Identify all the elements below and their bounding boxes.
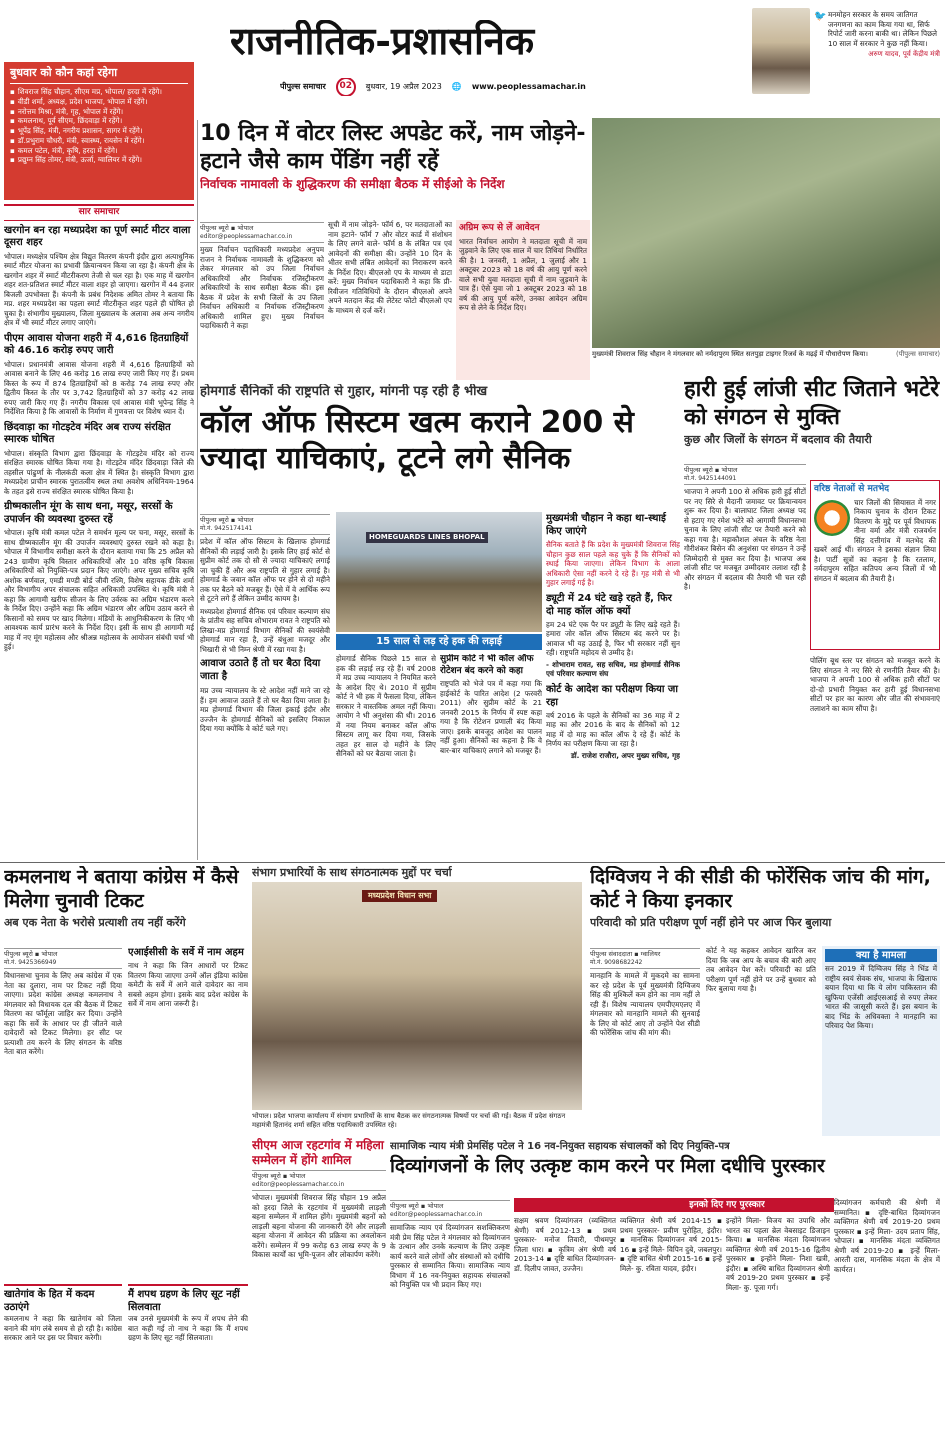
cm-photo-caption	[592, 350, 940, 372]
who-where-item	[10, 97, 188, 107]
who-where-text: भूपेंद्र सिंह, मंत्री, नगरीय प्रशासन, सागर में रहेंगे।	[17, 126, 143, 136]
rahatgarh-headline: सीएम आज रहटगांव में महिला सम्मेलन में होंगे शामिल	[252, 1138, 384, 1167]
who-where-title: बुधवार को कौन कहां रहेगा	[10, 66, 188, 84]
saar-item	[4, 225, 194, 328]
homeguard-sign: HOMEGUARDS LINES BHOPAL	[366, 532, 488, 543]
meeting-caption: भोपाल। प्रदेश भाजपा कार्यालय में संभाग प्रभारियों के साथ बैठक कर संगठनात्मक विषयों पर चर्चा की गई। बैठक में प्रदेश संगठन महामंत्री हितानंद शर्मा सहित वरिष्ठ पदाधिकारी उपस्थित रहे।	[252, 1112, 566, 1129]
lanji-box-head: वरिष्ठ नेताओं से मतभेद	[814, 484, 890, 494]
saar-item-body: भोपाल। कृषि मंत्री कमल पटेल ने समर्थन मूल्य पर चना, मसूर, सरसों के साथ ग्रीष्मकालीन मूंग की उपार्जन व्यवस्थाएं दुरुस्त रखने को कहा है। भोपाल में विभागीय समीक्षा करने के दौरान बताया गया कि 25 अप्रैल को 243 ग्रामीण कृषि विस्तार अधिकारियों और 10 वरिष्ठ कृषि विकास अधिकारियों को नियुक्ति-पत्र प्रदान किए जाएंगे। अपर मुख्य सचिव कृषि अशोक बर्णवाल, एमडी मण्डी बोर्ड जीवी रश्मि, विशेष सहायक डीके शर्मा और विभागीय अपर संचालक सहित अधिकारी उपस्थित थे। कृषि मंत्री ने कहा कि आगामी खरीफ सीजन के लिए उर्वरक का अग्रिम भंडारण करने के निर्देश दिए। उन्होंने कहा कि अग्रिम भंडारण और अग्रिम उठाव करने से किसानों को समय पर खाद मिलेगा। मंडियों के आधुनिकीकरण के लिए भी आवश्यक कार्य प्रारंभ करने के निर्देश दिए। इसी के साथ ही आगामी मई माह में नए मूंग महोत्सव और श्रीअन्न महोत्सव के आयोजन संबंधी चर्चा भी हुई।	[4, 528, 194, 652]
award-list-d: दिव्यांगजन कर्मचारी की श्रेणी में सम्मानित। ▪ दृष्टि-बाधित दिव्यांगजन व्यक्तिगत श्रेणी वर्ष 2019-20 प्रथम पुरस्कार ▪ इन्हें मिला- उदय प्रताप सिंह, भोपाल। ▪ मानसिक मंदता व्यक्तिगत श्रेणी वर्ष 2019-20 ▪ इन्हें मिला- आरती दास, मानसिक मंदता के क्षेत्र में कार्यरत।	[834, 1198, 940, 1442]
duty-sign: - शोभाराम रावत, सह सचिव, मप्र होमगार्ड सैनिक एवं परिवार कल्याण संघ	[546, 659, 680, 678]
meeting-photo	[252, 882, 582, 1110]
bullet-icon: ▪	[10, 145, 15, 155]
meeting-kicker: संभाग प्रभारियों के साथ संगठनात्मक मुद्दों पर चर्चा	[252, 866, 452, 879]
masthead-strip	[280, 78, 740, 96]
bullet-icon: ▪	[10, 116, 15, 126]
saar-item	[4, 422, 194, 497]
suit-body: जब उनसे मुख्यमंत्री के रूप में शपथ लेने की बात कही गई तो नाथ ने कहा कि मैं शपथ ग्रहण के लिए सूट नहीं सिलवाता।	[128, 1314, 248, 1342]
digvijay-body-1: मानहानि के मामले में मुकदमे का सामना कर रहे प्रदेश के पूर्व मुख्यमंत्री दिग्विजय सिंह की मुश्किलें कम होने का नाम नहीं ले रही हैं। विशेष न्यायालय एमपीएमएलए में मंगलवार को मानहानि मामले की सुनवाई के लिए वो कोर्ट आए तो उन्होंने पेश सीडी की फोरेंसिक जांच की मांग की।	[590, 971, 700, 1038]
duty-head: ड्यूटी में 24 घंटे खड़े रहते हैं, फिर दो माह कॉल ऑफ क्यों	[546, 592, 672, 617]
kamalnath-headline: कमलनाथ ने बताया कांग्रेस में कैसे मिलेगा चुनावी टिकट	[4, 866, 239, 912]
suit-box	[128, 1284, 248, 1440]
award-list-a: सक्षम श्रवण दिव्यांगजन (व्यक्तिगत श्रेणी) वर्ष 2012-13 ▪ प्रथम पुरस्कार- मनोज तिवारी, पीथमपुर जिला धार। ▪ कृत्रिम अंग श्रेणी वर्ष 2013-14 ▪ दृष्टि बाधित दिव्यांगजन- डॉ. दिलीप जावत, उज्जैन।	[514, 1216, 616, 1273]
homeguard-story	[200, 384, 680, 860]
award-list-b: व्यक्तिगत श्रेणी वर्ष 2014-15 ▪ प्रथम पुरस्कार- प्रवीण पुरोहित, इंदौर। ▪ मानसिक दिव्यांगजन वर्ष 2015-16 ▪ इन्हें मिले- विपिन दुबे, जबलपुर। ▪ दृष्टि बाधित श्रेणी 2015-16 ▪ इन्हें मिले- कु. रविता यादव, इंदौर।	[620, 1216, 722, 1273]
saar-item-head: खरगोन बन रहा मध्यप्रदेश का पूर्ण स्मार्ट मीटर वाला दूसरा शहर	[4, 224, 191, 249]
who-where-text: कमल पटेल, मंत्री, कृषि, हरदा में रहेंगे।	[17, 145, 118, 155]
award-headline: दिव्यांगजनों के लिए उत्कृष्ट काम करने पर मिला दधीचि पुरस्कार	[390, 1155, 825, 1177]
court-body: वर्ष 2016 के पहले के सैनिकों का 36 माह में 2 माह का और 2016 के बाद के सैनिकों को 12 माह में दो माह का कॉल ऑफ दे रहे हैं। कोर्ट के निर्णय का परीक्षण किया जा रहा है।	[546, 710, 680, 748]
bullet-icon: ▪	[10, 106, 15, 116]
award-body: सामाजिक न्याय एवं दिव्यांगजन सशक्तिकरण मंत्री प्रेम सिंह पटेल ने मंगलवार को दिव्यांगजन के उत्थान और उनके कल्याण के लिए उत्कृष्ट कार्य करने वाले लोगों और संस्थाओं को दधीचि पुरस्कार से सम्मानित किया। सामाजिक न्याय विभाग में 16 नव-नियुक्त सहायक संचालकों को नियुक्ति पत्र भी प्रदान किए गए।	[390, 1223, 510, 1290]
kamalnath-body-1: विधानसभा चुनाव के लिए अब कांग्रेस में एक नेता का दुलारा, नाम पर टिकट नहीं दिया जाएगा। प्रदेश कांग्रेस अध्यक्ष कमलनाथ ने मंगलवार को विधायक दल की बैठक में टिकट वितरण का फॉर्मूला जाहिर कर दिया। उन्होंने कहा कि सर्वे के आधार पर ही जीतने वाले दावेदारों को टिकट मिलेगा। हर सीट पर प्रत्याशी तय करने के लिए संगठन के वरिष्ठ नेता बात करेंगे।	[4, 971, 122, 1057]
kamalnath-body-2: नाथ ने कहा कि जिन आधारों पर टिकट वितरण किया जाएगा उनमें ऑल इंडिया कांग्रेस कमेटी के सर्वे में आने वाले दावेदार का नाम सबसे अहम होगा। इसके बाद प्रदेश कांग्रेस के सर्वे में नाम आना जरूरी है।	[128, 961, 248, 1008]
lanji-byline: पीपुल्स ब्यूरो ▪ भोपाल	[684, 466, 738, 474]
voter-box	[456, 220, 590, 380]
who-where-text: वीडी शर्मा, अध्यक्ष, प्रदेश भाजपा, भोपाल में रहेंगे।	[17, 97, 148, 107]
award-kicker: सामाजिक न्याय मंत्री प्रेमसिंह पटेल ने 16 नव-नियुक्त सहायक संचालकों को दिए नियुक्ति-पत्र	[390, 1141, 730, 1152]
who-where-item	[10, 87, 188, 97]
rahatgarh-story	[252, 1138, 386, 1440]
saar-list	[4, 225, 194, 652]
saar-item	[4, 333, 194, 417]
homeguard-col-a: होमगार्ड सैनिक पिछले 15 साल से हक की लड़ाई लड़ रहे हैं। वर्ष 2008 में मप्र उच्च न्यायालय ने नियमित करने के आदेश दिए थे। 2010 में सुप्रीम कोर्ट ने भी हक में फैसला दिया, लेकिन सरकार ने वास्तविक अमल नहीं किया। आयोग ने भी अनुशंसा की थी। 2016 में नया नियम बनाकर कॉल ऑफ सिस्टम लागू कर दिया गया, जिसके तहत हर साल दो महीने के लिए सैनिकों को घर बैठाया जाता है।	[336, 654, 436, 758]
award-list-title: इनको दिए गए पुरस्कार	[514, 1198, 940, 1212]
cm-promise-body: सैनिक बताते हैं कि प्रदेश के मुख्यमंत्री शिवराज सिंह चौहान कुछ साल पहले कह चुके हैं कि सैनिकों को स्थाई किया जाएगा। लेकिन विभाग के आला अधिकारी ऐसा नहीं करने दे रहे हैं। गृह मंत्री से भी गुहार लगाई गई है।	[546, 540, 680, 587]
voter-email: editor@peoplessamachar.co.in	[200, 233, 293, 241]
voter-body-2: सूची में नाम जोड़ने- फॉर्म 6, पर मतदाताओं का नाम हटाने- फॉर्म 7 और वोटर कार्ड में संशोधन के लिए लगने वाले- फॉर्म 8 के लंबित पत्र एवं आवेदनों की समीक्षा की। उन्होंने 10 दिन के भीतर सभी लंबित आवेदनों का निराकरण करने के निर्देश दिए। बीएलओ एप के माध्यम से डाटा करें: मुख्य निर्वाचन पदाधिकारी ने कहा कि प्री-रिवीजन गतिविधियों के दौरान बीएलओ अपने अपने मतदान केंद्र की लेटेस्ट फोटो बीएलओ एप के माध्यम से दर्ज करें।	[328, 220, 452, 315]
homeguard-sub-2: आवाज उठाते हैं तो घर बैठा दिया जाता है	[200, 658, 321, 683]
rahatgarh-byline: पीपुल्स ब्यूरो ▪ भोपाल	[252, 1172, 306, 1180]
lanji-subhead: कुछ और जिलों के संगठन में बदलाव की तैयारी	[684, 433, 872, 446]
saar-item-body: भोपाल। मध्यक्षेत्र पश्चिम क्षेत्र विद्युत वितरण कंपनी इंदौर द्वारा अत्याधुनिक स्मार्ट मीटर योजना का प्रभावी क्रियान्वयन किया जा रहा है। कंपनी क्षेत्र के खरगोन शहर में स्मार्ट मीटरीकरण तेजी से चल रहा है। एक माह में खरगोन शहर शत-प्रतिशत स्मार्ट मीटर वाला शहर हो जाएगा। खरगोन में 44 हजार बिजली उपभोक्ता हैं। कंपनी के प्रबंध निदेशक अमित तोमर ने बताया कि मप्र. शहर मध्यप्रदेश का पहला स्मार्ट मीटरीकृत शहर पहले ही घोषित हो चुका है। संभागीय मुख्यालय, जिला मुख्यालय के अलावा अब अन्य नगरीय क्षेत्र में भी स्मार्ट मीटर लगाए जाएंगे।	[4, 251, 194, 328]
digvijay-body-2: कोर्ट ने यह कहकर आवेदन खारिज कर दिया कि जब आप के बचाव की बारी आए तब आवेदन पेश करें। परिवादी का प्रति परीक्षण पूर्ण नहीं होने पर उन्हें बुधवार को फिर बुलाया गया है।	[706, 946, 816, 993]
bullet-icon: ▪	[10, 155, 15, 165]
who-where-text: डॉ.प्रभुराम चौधरी, मंत्री, स्वास्थ्य, रायसेन में रहेंगे।	[17, 135, 145, 145]
cm-promise-head: मुख्यमंत्री चौहान ने कहा था-स्थाई किए जाएंगे	[546, 513, 666, 537]
bullet-icon: ▪	[10, 87, 15, 97]
bjp-logo	[814, 500, 850, 536]
tweet-author: अरुण यादव, पूर्व केंद्रीय मंत्री	[868, 50, 940, 58]
voter-box-head: अग्रिम रूप से लें आवेदन	[459, 223, 540, 233]
bullet-icon: ▪	[10, 126, 15, 136]
homeguard-kicker: होमगार्ड सैनिकों की राष्ट्रपति से गुहार, मांगनी पड़ रही है भीख	[200, 384, 488, 399]
homeguard-lines-photo	[336, 512, 542, 632]
lanji-body-2: पोलिंग बूथ स्तर पर संगठन को मजबूत करने के लिए संगठन ने नए सिरे से रणनीति तैयार की है। भाजपा ने अपनी 100 से अधिक हारी सीटों पर दो-दो प्रभारी नियुक्त कर हारी हुई विधानसभा सीटों पर हार का कारण और जीत की संभावनाएं तलाशने का काम सौंपा है।	[810, 656, 940, 713]
tweet-box	[814, 10, 940, 98]
saar-item-head: पीएम आवास योजना शहरी में 4,616 हितग्राहियों को 46.16 करोड़ रुपए जारी	[4, 332, 189, 357]
aicc-survey-head: एआईसीसी के सर्वे में नाम अहम	[128, 947, 244, 958]
brand-name: पीपुल्स समाचार	[280, 81, 326, 91]
homeguard-col-b-head: सुप्रीम कोर्ट ने भी कॉल ऑफ रोटेशन बंद करने को कहा	[440, 654, 534, 676]
lanji-body-1: भाजपा ने अपनी 100 से अधिक हारी हुई सीटों पर नए सिरे से मैदानी जमावट पर क्रियान्वयन शुरू कर दिया है। बालाघाट जिला अध्यक्ष पद से हटाए गए रमेश भटेरे को आगामी विधानसभा चुनाव के लिए लांजी सीट पर तैयारी करने को कहा गया है। महाकौशल अंचल के वरिष्ठ नेता गौरीशंकर बिसेन की अनुशंसा पर संगठन ने उन्हें जिम्मेदारी से मुक्त कर दिया है। भाजपा अब लांजी सीट पर मजबूत उम्मीदवार तलाश रही है और संगठन में बदलाव की तैयारी भी चल रही है।	[684, 487, 806, 592]
saar-item-body: भोपाल। प्रधानमंत्री आवास योजना शहरी में 4,616 हितग्राहियों को आवास बनाने के लिए 46 करोड़ 16 लाख रुपए जारी किए गए हैं। प्रथम किस्त के रूप में 874 हितग्राहियों को 8 करोड़ 74 लाख रुपए और द्वितीय किस्त के तौर पर 3,742 हितग्राहियों को 37 करोड़ 42 लाख रुपए जारी किए गए हैं। नगरीय विकास एवं आवास मंत्री भूपेन्द्र सिंह ने निर्देशित किया है कि आवासों के निर्माण में गुणवत्ता पर विशेष ध्यान दें।	[4, 359, 194, 417]
award-byline: पीपुल्स ब्यूरो ▪ भोपाल	[390, 1202, 444, 1210]
homeguard-body-3: मप्र उच्च न्यायालय के स्टे आदेश नहीं माने जा रहे हैं। हम आवाज उठाते हैं तो घर बैठा दिया जाता है। मप्र होमगार्ड विभाग की जिला इकाई इंदौर और उज्जैन के होमगार्ड सैनिकों को इसलिए निकाल दिया गया क्योंकि वे कोर्ट चले गए।	[200, 686, 330, 734]
meeting-banner: मध्यप्रदेश विधान सभा	[362, 890, 437, 902]
who-where-box	[4, 62, 194, 200]
digvijay-story	[590, 866, 940, 1136]
digvijay-box-body: सन 2019 में दिग्विजय सिंह ने भिंड में राष्ट्रीय स्वयं सेवक संघ, भाजपा के खिलाफ बयान दिया था कि ये लोग पाकिस्तान की खुफिया एजेंसी आईएसआई से रुपए लेकर भारत की जासूसी करते हैं। इस बयान के बाद भिंड के अधिवक्ता ने मानहानि का परिवाद पेश किया।	[825, 964, 937, 1030]
homeguard-body-2: मध्यप्रदेश होमगार्ड सैनिक एवं परिवार कल्याण संघ के प्रांतीय सह सचिव शोभाराम रावत ने राष्ट्रपति को लिखा-मप्र होमगार्ड विभाग सैनिकों की स्वयंसेवी होमगार्ड मान रहा है, उन्हें बंधुआ मजदूर और भिखारी से भी निम्न श्रेणी में रखा गया है।	[200, 606, 330, 654]
digvijay-mobile: मो.नं. 9098682242	[590, 959, 643, 967]
lanji-box	[810, 480, 940, 650]
lanji-box-body: चार जिलों की सियासत में नगर निकाय चुनाव के दौरान टिकट वितरण के मुद्दे पर पूर्व विधायक नीना वर्मा और मंत्री राजवर्धन सिंह दत्तीगांव में मतभेद की खबरें आई थीं। संगठन ने इसका संज्ञान लिया है। पार्टी सूत्रों का कहना है कि रतलाम, नर्मदापुरम सहित कतिपय अन्य जिलों में भी संगठन में बदलाव की तैयारी है।	[814, 497, 936, 583]
kamalnath-mobile: मो.नं. 9425366949	[4, 959, 57, 967]
cm-plantation-photo	[592, 118, 940, 348]
voter-body-1: मुख्य निर्वाचन पदाधिकारी मध्यप्रदेश अनुपम राजन ने निर्वाचक नामावली के शुद्धिकरण को लेकर मंगलवार को उप जिला निर्वाचन अधिकारियों और निर्वाचक रजिस्ट्रीकरण अधिकारियों के साथ समीक्षा बैठक की। इस बैठक में प्रदेश के सभी जिलों के उप जिला निर्वाचन अधिकारी व निर्वाचक रजिस्ट्रीकरण अधिकारी शामिल हुए। मुख्य निर्वाचन पदाधिकारी ने कहा	[200, 245, 324, 331]
who-where-item	[10, 136, 188, 146]
award-list-c: इन्होंने मिला- विजय का उपाधि और भारत का पहला ब्रेल वेबसाइट डिजाइन किया। ▪ मानसिक मंदता दिव्यांगजन व्यक्तिगत श्रेणी वर्ष 2015-16 द्वितीय पुरस्कार ▪ इन्होंने मिला- निशा खत्री, इंदौर। ▪ अस्थि बाधित दिव्यांगजन श्रेणी वर्ष 2019-20 प्रथम पुरस्कार ▪ इन्हें मिला- कु. पूजा गर्ग।	[726, 1216, 830, 1292]
who-where-item	[10, 146, 188, 156]
court-sign: डॉ. राजेश राजौरा, अपर मुख्य सचिव, गृह	[570, 750, 680, 760]
homeguard-body-1: प्रदेश में कॉल ऑफ सिस्टम के खिलाफ होमगार्ड सैनिकों की लड़ाई जारी है। इसके लिए हाई कोर्ट से सुप्रीम कोर्ट तक दो सौ से ज्यादा याचिकाएं लगाई जा चुकी हैं और अब राष्ट्रपति से गुहार लगाई है। होमगार्ड के जवान कॉल ऑफ पर होने से दो महीने तक घर बैठने को मजबूर हैं। ऐसे में वे आर्थिक रूप से टूटने लगे हैं लेकिन उम्मीद कायम है।	[200, 537, 330, 604]
homeguard-col-b: राष्ट्रपति को भेजे पत्र में कहा गया कि हाईकोर्ट के पारित आदेश (2 फरवरी 2011) और सुप्रीम कोर्ट के 21 जनवरी 2015 के निर्णय में स्पष्ट कहा गया है कि रोटेशन प्रणाली बंद किया जाए। इसके बावजूद आदेश का पालन नहीं हुआ। सैनिकों का कहना है कि वे बार-बार याचिकाएं लगाने को मजबूर हैं।	[440, 679, 542, 755]
bullet-icon: ▪	[10, 97, 15, 107]
who-where-item	[10, 107, 188, 117]
saar-item-head: छिंदवाड़ा का गोटइटेव मंदिर अब राज्य संरक्षित स्मारक घोषित	[4, 421, 171, 446]
voter-headline: 10 दिन में वोटर लिस्ट अपडेट करें, नाम जोड़ने-हटाने जैसे काम पेंडिंग नहीं रहें	[200, 121, 586, 174]
homeguard-banner: 15 साल से लड़ रहे हक की लड़ाई	[336, 634, 542, 650]
bullet-icon: ▪	[10, 135, 15, 145]
homeguard-byline: पीपुल्स ब्यूरो ▪ भोपाल	[200, 516, 254, 524]
homeguard-mobile: मो.नं. 9425174141	[200, 525, 253, 533]
section-title: राजनीतिक-प्रशासनिक	[230, 20, 535, 62]
kamalnath-byline: पीपुल्स ब्यूरो ▪ भोपाल	[4, 950, 58, 958]
who-where-text: नरोत्तम मिश्रा, मंत्री, गृह, भोपाल में रहेंगे।	[17, 106, 124, 116]
khategaon-body: कमलनाथ ने कहा कि खातेगांव को जिला बनाने की मांग लंबे समय से हो रही है। कांग्रेस सरकार आने पर इस पर विचार करेगी।	[4, 1314, 122, 1342]
digvijay-box-head: क्या है मामला	[825, 949, 937, 962]
saar-item-body: भोपाल। संस्कृति विभाग द्वारा छिंदवाड़ा के गोटइटेव मंदिर को राज्य संरक्षित स्मारक घोषित किया गया है। गोटइटेव मंदिर छिंदवाड़ा जिले की तहसील पांढुर्णा के नीलकंठी कला क्षेत्र में स्थित है। संस्कृति विभाग द्वारा मध्यप्रदेश प्राचीन स्मारक पुरातत्वीय स्थल तथा अवशेष अधिनियम-1964 के तहत इसे राज्य संरक्षित स्मारक घोषित किया है।	[4, 448, 194, 496]
khategaon-box	[4, 1284, 122, 1440]
suit-head: मैं शपथ ग्रहण के लिए सूट नहीं सिलवाता	[128, 1289, 240, 1313]
digvijay-byline: पीपुल्स संवाददाता ▪ ग्वालियर	[590, 950, 661, 958]
saar-item-head: ग्रीष्मकालीन मूंग के साथ धना, मसूर, सरसों के उपार्जन की व्यवस्था दुरुस्त रहें	[4, 501, 173, 525]
twitter-icon: 🐦	[814, 11, 827, 22]
website-link[interactable]: www.peoplessamachar.in	[471, 81, 586, 91]
voter-story	[200, 120, 590, 382]
who-where-text: कमलनाथ, पूर्व सीएम, छिंदवाड़ा में रहेंगे।	[17, 116, 123, 126]
rahatgarh-email: editor@peoplessamachar.co.in	[252, 1181, 345, 1189]
who-where-item	[10, 126, 188, 136]
who-where-text: शिवराज सिंह चौहान, सीएम मप्र, भोपाल/ हरदा में रहेंगे।	[17, 87, 163, 97]
award-email: editor@peoplessamachar.co.in	[390, 1211, 483, 1219]
saar-label: सार समाचार	[4, 204, 194, 221]
cm-caption-credit: (पीपुल्स समाचार)	[896, 350, 940, 358]
arun-yadav-photo	[752, 8, 810, 94]
saar-column	[4, 204, 194, 844]
who-where-text: प्रद्युम्न सिंह तोमर, मंत्री, ऊर्जा, ग्वालियर में रहेंगे।	[17, 155, 142, 165]
voter-byline: पीपुल्स ब्यूरो ▪ भोपाल	[200, 224, 254, 232]
lanji-mobile: मो.नं. 9425144091	[684, 475, 737, 483]
saar-item	[4, 501, 194, 652]
voter-box-body: भारत निर्वाचन आयोग ने मतदाता सूची में नाम जुड़वाने के लिए एक साल में चार तिथियां निर्धारित की है। 1 जनवरी, 1 अप्रैल, 1 जुलाई और 1 अक्टूबर 2023 को 18 वर्ष की आयु पूर्ण करने वाले सभी युवा मतदाता सूची में नाम जुड़वाने के पात्र हैं। ऐसे युवा जो 1 अक्टूबर 2023 को 18 वर्ष की आयु पूर्ण करेंगे, उनका आवेदन अग्रिम रूप से लेने के निर्देश दिए।	[459, 236, 587, 313]
khategaon-head: खातेगांव के हित में कदम उठाएंगे	[4, 1289, 95, 1313]
digvijay-box	[822, 946, 940, 1136]
cm-caption-text: मुख्यमंत्री शिवराज सिंह चौहान ने मंगलवार को नर्मदापुरम स्थित सतपुड़ा टाइगर रिजर्व के मढ़ई में पौधारोपण किया।	[592, 350, 868, 358]
who-where-item	[10, 155, 188, 165]
globe-icon: 🌐	[451, 81, 462, 91]
lanji-headline: हारी हुई लांजी सीट जिताने भटेरे को संगठन से मुक्ति	[684, 377, 940, 430]
rahatgarh-body: भोपाल। मुख्यमंत्री शिवराज सिंह चौहान 19 अप्रैल को हरदा जिले के रहटगांव में मुख्यमंत्री लाड़ली बहना सम्मेलन में शामिल होंगे। मुख्यमंत्री बहनों को लाड़ली बहना योजना की जानकारी देंगे और लाड़ली बहना योजना में आवेदन की प्रक्रिया का अवलोकन करेंगे। सम्मेलन में 99 करोड़ 63 लाख रुपए के 9 विकास कार्यों का भूमि-पूजन और लोकार्पण करेंगे।	[252, 1193, 386, 1260]
award-story	[390, 1140, 940, 1442]
page-number: 02	[336, 78, 356, 96]
lanji-story	[684, 376, 940, 862]
who-where-list	[10, 87, 188, 165]
duty-body: हम 24 घंटे एक पैर पर ड्यूटी के लिए खड़े रहते हैं। हमारा जोर कॉल ऑफ सिस्टम बंद करने पर है। आवाज भी यह उठाई है, फिर भी सरकार नहीं सुन रही। राष्ट्रपति महोदय से उम्मीद है।	[546, 619, 680, 657]
kamalnath-subhead: अब एक नेता के भरोसे प्रत्याशी तय नहीं करेंगे	[4, 915, 186, 929]
issue-date: बुधवार, 19 अप्रैल 2023	[365, 81, 442, 91]
tweet-text: मनमोहन सरकार के समय जातिगत जनगणना का काम किया गया था, सिर्फ रिपोर्ट जारी करना बाकी था। लेकिन पिछले 10 साल में सरकार ने कुछ नहीं किया।	[828, 10, 938, 48]
court-head: कोर्ट के आदेश का परीक्षण किया जा रहा	[546, 683, 678, 708]
voter-subhead: निर्वाचक नामावली के शुद्धिकरण की समीक्षा बैठक में सीईओ के निर्देश	[200, 177, 505, 191]
homeguard-headline: कॉल ऑफ सिस्टम खत्म कराने 200 से ज्यादा याचिकाएं, टूटने लगे सैनिक	[200, 404, 634, 476]
digvijay-headline: दिग्विजय ने की सीडी की फोरेंसिक जांच की मांग, कोर्ट ने किया इनकार	[590, 866, 931, 912]
digvijay-subhead: परिवादी को प्रति परीक्षण पूर्ण नहीं होने पर आज फिर बुलाया	[590, 915, 832, 929]
who-where-item	[10, 116, 188, 126]
kamalnath-story	[4, 866, 248, 1440]
